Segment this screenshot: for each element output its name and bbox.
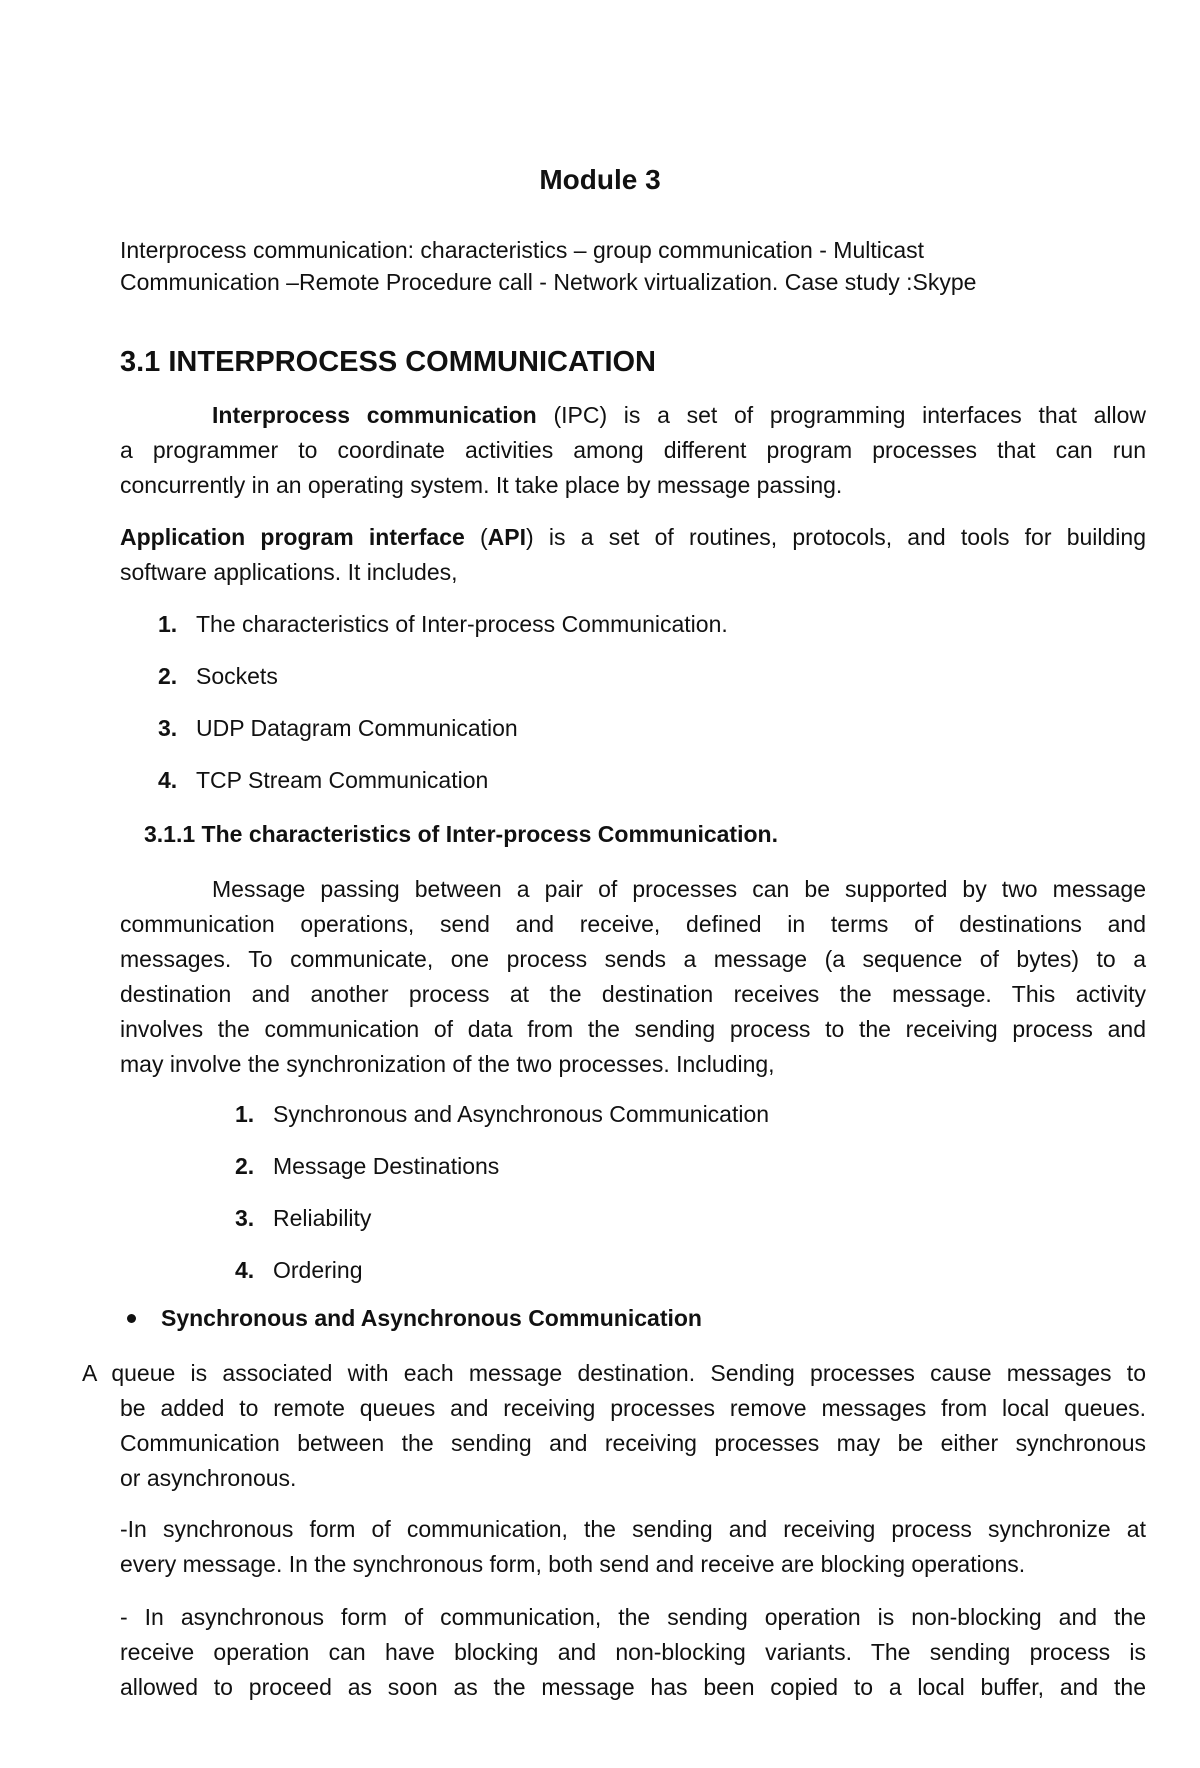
paragraph-line: Message passing between a pair of processes can be supported by two message — [212, 876, 1146, 902]
ipc-definition-paragraph — [120, 398, 1146, 503]
list-item: 4. TCP Stream Communication — [158, 767, 489, 793]
page-title: Module 3 — [539, 164, 661, 195]
bullet-icon — [127, 1314, 136, 1323]
api-includes-list — [158, 608, 728, 816]
list-item: 3. UDP Datagram Communication — [158, 715, 518, 741]
paragraph-line: - In asynchronous form of communication, the sending operation is non-blocking and the — [120, 1604, 1146, 1630]
paragraph-line: Communication between the sending and receiving processes may be either synchronous — [120, 1430, 1146, 1456]
api-definition-paragraph — [120, 520, 1146, 590]
paragraph-line: may involve the synchronization of the two processes. Including, — [120, 1051, 775, 1077]
subsection-heading: 3.1.1 The characteristics of Inter-process Communication. — [144, 821, 778, 847]
paragraph-line: allowed to proceed as soon as the message has been copied to a local buffer, and the — [120, 1674, 1146, 1700]
paragraph-line: destination and another process at the destination receives the message. This activity — [120, 981, 1146, 1007]
asynchronous-paragraph — [120, 1600, 1146, 1705]
bullet-heading: Synchronous and Asynchronous Communication — [120, 1302, 702, 1334]
topics-line: Interprocess communication: characteristics – group communication - Multicast — [120, 237, 925, 263]
paragraph-line: a programmer to coordinate activities among different program processes that can run — [120, 437, 1146, 463]
list-item: 1. Synchronous and Asynchronous Communication — [235, 1101, 770, 1127]
paragraph-line: -In synchronous form of communication, the sending and receiving process synchronize at — [120, 1516, 1146, 1542]
api-term: Application program interface — [120, 524, 465, 550]
characteristics-list — [235, 1098, 769, 1306]
module-topics — [120, 234, 1080, 298]
paragraph-line: Interprocess communication (IPC) is a set of programming interfaces that allow — [212, 402, 1146, 428]
paragraph-line: every message. In the synchronous form, both send and receive are blocking operations. — [120, 1551, 1026, 1577]
paragraph-line: receive operation can have blocking and non-blocking variants. The sending process is — [120, 1639, 1146, 1665]
list-item: 2. Message Destinations — [235, 1153, 500, 1179]
message-passing-paragraph — [120, 872, 1146, 1082]
list-item: 2. Sockets — [158, 663, 278, 689]
paragraph-line: A queue is associated with each message destination. Sending processes cause messages to — [82, 1360, 1146, 1386]
list-item: 4. Ordering — [235, 1257, 363, 1283]
paragraph-line: messages. To communicate, one process sends a message (a sequence of bytes) to a — [120, 946, 1146, 972]
paragraph-line: communication operations, send and receive, defined in terms of destinations and — [120, 911, 1146, 937]
paragraph-line: involves the communication of data from the sending process to the receiving process and — [120, 1016, 1146, 1042]
ipc-term: Interprocess communication — [212, 402, 537, 428]
topics-line: Communication –Remote Procedure call - Network virtualization. Case study :Skype — [120, 269, 977, 295]
paragraph-line: Application program interface (API) is a set of routines, protocols, and tools for building — [120, 524, 1146, 550]
paragraph-line: be added to remote queues and receiving processes remove messages from local queues. — [120, 1395, 1146, 1421]
paragraph-line: software applications. It includes, — [120, 559, 458, 585]
api-abbr: API — [487, 524, 527, 550]
paragraph-line: or asynchronous. — [120, 1465, 297, 1491]
list-item: 3. Reliability — [235, 1205, 372, 1231]
paragraph-line: concurrently in an operating system. It take place by message passing. — [120, 472, 843, 498]
list-item: 1. The characteristics of Inter-process Communication. — [158, 611, 728, 637]
queue-paragraph — [82, 1356, 1146, 1496]
section-heading: 3.1 INTERPROCESS COMMUNICATION — [120, 346, 657, 378]
synchronous-paragraph — [120, 1512, 1146, 1582]
